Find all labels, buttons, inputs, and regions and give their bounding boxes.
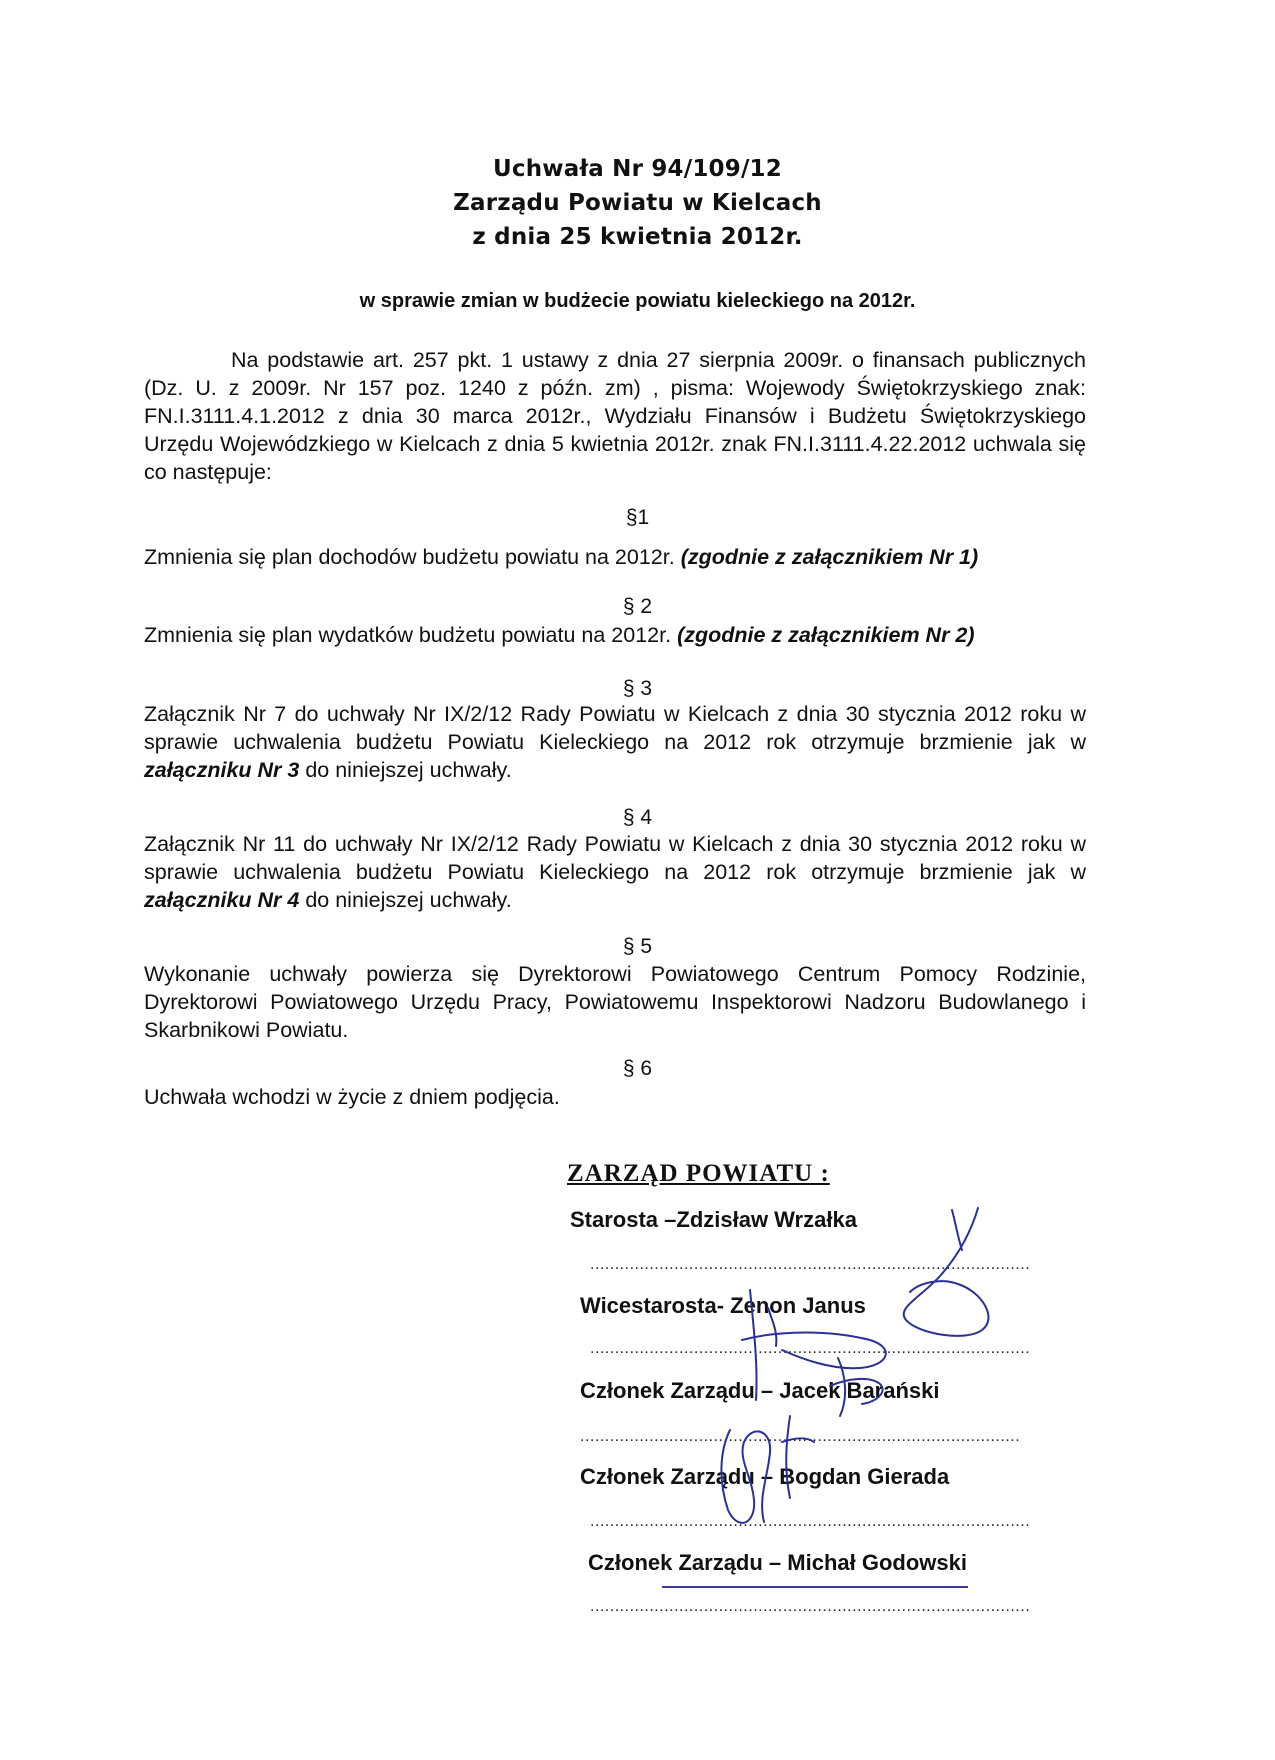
board-heading: ZARZĄD POWIATU : xyxy=(567,1160,830,1187)
section-4-label: § 4 xyxy=(622,806,653,829)
section-6-label: § 6 xyxy=(622,1057,653,1080)
section-5-text: Wykonanie uchwały powierza się Dyrektorowi Powiatowego Centrum Pomocy Rodzinie, Dyrektorowi Powiatowego Urzędu Pracy, Powiatowemu Inspektorowi Nadzoru Budowlanego i Skarbnikowi Powiatu. xyxy=(144,962,1086,1042)
member-gierada: Członek Zarządu – Bogdan Gierada xyxy=(580,1464,950,1489)
section-2-text xyxy=(144,621,1086,649)
section-3-text xyxy=(144,700,1086,784)
section-4-tail: do niniejszej uchwały. xyxy=(299,888,512,912)
preamble-paragraph: Na podstawie art. 257 pkt. 1 ustawy z dnia 27 sierpnia 2009r. o finansach publicznych (Dz. U. z 2009r. Nr 157 poz. 1240 z późn. zm) , pisma: Wojewody Świętokrzyskiego znak: FN.I.3111.4.1.2012 z dnia 30 marca 2012r., Wydziału Finansów i Budżetu Świętokrzyskiego Urzędu Wojewódzkiego w Kielcach z dnia 5 kwietnia 2012r. znak FN.I.3111.4.22.2012 uchwala się co następuje: xyxy=(144,348,1086,484)
section-1-label: §1 xyxy=(625,506,650,529)
section-3-label: § 3 xyxy=(622,677,653,700)
resolution-date: z dnia 25 kwietnia 2012r. xyxy=(472,224,803,250)
member-barański: Członek Zarządu – Jacek Barański xyxy=(580,1378,940,1403)
signature-line-1: ......................................................................................... xyxy=(590,1256,1031,1273)
signature-line-5: ......................................................................................... xyxy=(590,1598,1031,1615)
signature-underline xyxy=(662,1586,968,1588)
section-3-body: Załącznik Nr 7 do uchwały Nr IX/2/12 Rady Powiatu w Kielcach z dnia 30 stycznia 2012 roku w sprawie uchwalenia budżetu Powiatu Kieleckiego na 2012 rok otrzymuje brzmienie jak w xyxy=(144,702,1086,754)
section-2-attachment-ref: (zgodnie z załącznikiem Nr 2) xyxy=(677,623,975,647)
section-1-attachment-ref: (zgodnie z załącznikiem Nr 1) xyxy=(680,545,979,569)
member-starosta: Starosta –Zdzisław Wrzałka xyxy=(570,1207,857,1232)
section-2-label: § 2 xyxy=(622,595,653,618)
section-2-body: Zmnienia się plan wydatków budżetu powiatu na 2012r. xyxy=(144,623,672,647)
section-4-text xyxy=(144,830,1086,914)
section-1-body: Zmnienia się plan dochodów budżetu powiatu na 2012r. xyxy=(144,545,675,569)
section-4-attachment-ref: załączniku Nr 4 xyxy=(144,888,300,912)
section-4-body: Załącznik Nr 11 do uchwały Nr IX/2/12 Rady Powiatu w Kielcach z dnia 30 stycznia 2012 roku w sprawie uchwalenia budżetu Powiatu Kieleckiego na 2012 rok otrzymuje brzmienie jak w xyxy=(144,832,1086,884)
member-wicestarosta: Wicestarosta- Zenon Janus xyxy=(580,1293,866,1318)
section-1-text xyxy=(144,543,1086,571)
section-5-label: § 5 xyxy=(622,935,653,958)
signature-line-3: ......................................................................................... xyxy=(580,1428,1021,1445)
signature-line-2: ......................................................................................... xyxy=(590,1340,1031,1357)
section-6-text: Uchwała wchodzi w życie z dniem podjęcia. xyxy=(144,1085,560,1109)
resolution-subject: w sprawie zmian w budżecie powiatu kieleckiego na 2012r. xyxy=(359,290,916,312)
issuing-body: Zarządu Powiatu w Kielcach xyxy=(453,190,822,216)
resolution-number: Uchwała Nr 94/109/12 xyxy=(493,156,782,182)
member-godowski: Członek Zarządu – Michał Godowski xyxy=(588,1550,967,1575)
signature-line-4: ......................................................................................... xyxy=(590,1513,1031,1530)
section-3-tail: do niniejszej uchwały. xyxy=(299,758,512,782)
section-3-attachment-ref: załączniku Nr 3 xyxy=(144,758,300,782)
